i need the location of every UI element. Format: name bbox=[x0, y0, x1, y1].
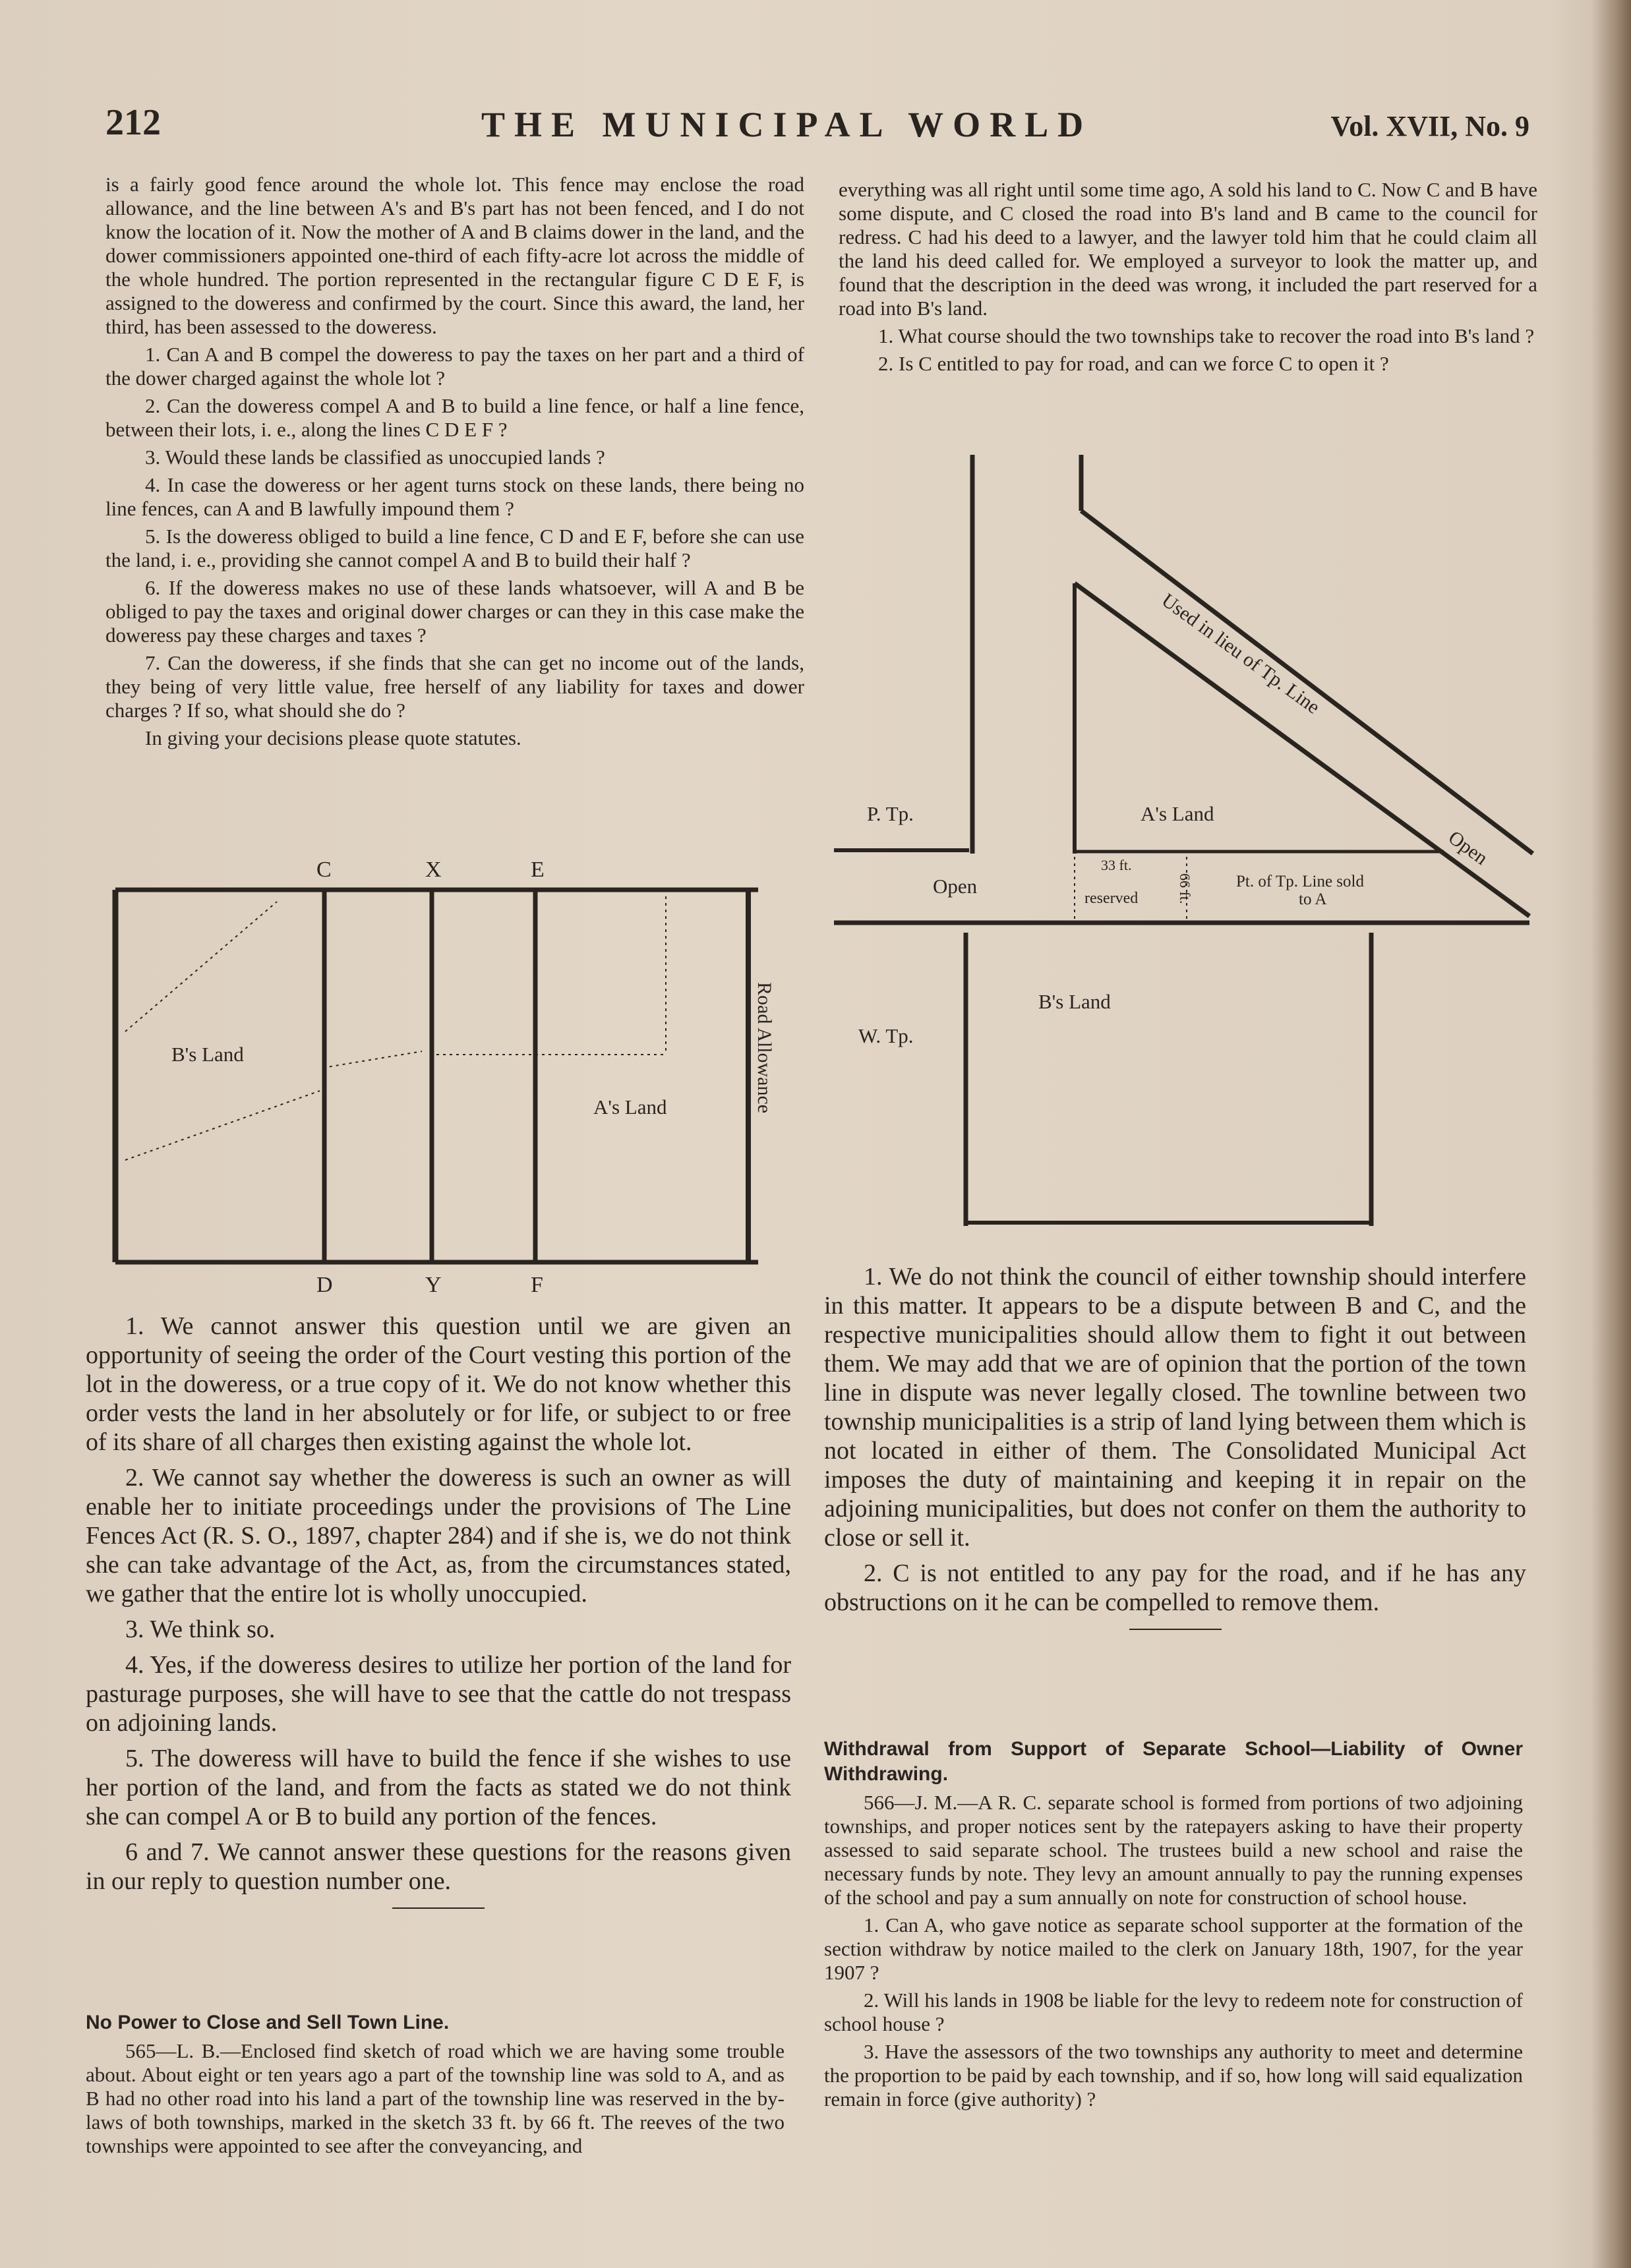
article-565-body: 565—L. B.—Enclosed find sketch of road which we are having some trouble about. About eight or ten years ago a part of the township line was sold to A, and as B had no other road into his land a part of the township line was reserved in the by-laws of both townships, marked in the sketch 33 ft. by 66 ft. The reeves of the two townships were appointed to see after the conveyancing, and bbox=[86, 2039, 785, 2157]
binding-shadow bbox=[1591, 0, 1631, 2268]
letter-continuation: everything was all right until some time ago, A sold his land to C. Now C and B have some dispute, and C closed the road into B's land and B came to the council for redress. C had his deed to a lawyer, and the lawyer told him that he could claim all the land his deed called for. We employed a surveyor to look the matter up, and found that the description in the deed was wrong, it included the part reserved for a road into B's land. bbox=[839, 178, 1537, 320]
school-question-3: 3. Have the assessors of the two townships any authority to meet and determine the proportion to be paid by each township, and if so, how long will said equalization remain in force (give authority) ? bbox=[824, 2040, 1523, 2110]
b-land-road-label: B's Land bbox=[1038, 990, 1111, 1013]
answer-4: 4. Yes, if the doweress desires to utilize her portion of the land for pasturage purposes, she will have to see that the cattle do not trespass on adjoining lands. bbox=[86, 1651, 791, 1737]
answer-6-and-7: 6 and 7. We cannot answer these questions for the reasons given in our reply to question number one. bbox=[86, 1838, 791, 1895]
road-question-2: 2. Is C entitled to pay for road, and can we force C to open it ? bbox=[878, 352, 1389, 375]
school-question-2: 2. Will his lands in 1908 be liable for the levy to redeem note for construction of school house ? bbox=[824, 1989, 1523, 2035]
open-label: Open bbox=[933, 875, 978, 898]
right-column-questions bbox=[839, 178, 1537, 380]
corner-label-f: F bbox=[531, 1273, 543, 1297]
road-answer-1: 1. We do not think the council of either township should interfere in this matter. It appears to be a dispute between B and C, and the respective municipalities should allow them to fight it out between them. We may add that we are of opinion that the portion of the town line in dispute was never legally closed. The townline between two township municipalities is a strip of land lying between them which is not located in either of them. The Consolidated Municipal Act imposes the duty of maintaining and keeping it in repair on the adjoining municipalities, but does not confer on them the authority to close or sell it. bbox=[824, 1263, 1526, 1552]
running-header bbox=[86, 99, 1549, 152]
lot-diagram bbox=[99, 850, 824, 1305]
used-in-lieu-label: Used in lieu of Tp. Line bbox=[1157, 589, 1324, 718]
article-566-heading: Withdrawal from Support of Separate School—Liability of Owner Withdrawing. bbox=[824, 1738, 1523, 1785]
a-land-label: A's Land bbox=[593, 1095, 667, 1119]
question-note: In giving your decisions please quote statutes. bbox=[145, 726, 521, 749]
a-land-road-label: A's Land bbox=[1141, 802, 1214, 825]
open-label-diagonal: Open bbox=[1444, 826, 1492, 869]
question-4: 4. In case the doweress or her agent turns stock on these lands, there being no line fences, can A and B lawfully impound them ? bbox=[105, 473, 804, 520]
question-6: 6. If the doweress makes no use of these lands whatsoever, will A and B be obliged to pay the taxes and original dower charges or can they in this case make the doweress pay these charges and taxes ? bbox=[105, 576, 804, 647]
question-5: 5. Is the doweress obliged to build a line fence, C D and E F, before she can use the land, i. e., providing she cannot compel A and B to build their half ? bbox=[105, 525, 804, 571]
w-township-label: W. Tp. bbox=[858, 1024, 914, 1047]
question-1: 1. Can A and B compel the doweress to pay the taxes on her part and a third of the dower charged against the whole lot ? bbox=[105, 343, 804, 390]
road-allowance-label: Road Allowance bbox=[754, 982, 775, 1114]
road-diagram bbox=[831, 448, 1543, 1239]
answer-3: 3. We think so. bbox=[125, 1615, 276, 1643]
letter-intro: is a fairly good fence around the whole lot. This fence may enclose the road allowance, and the line between A's and B's part has not been fenced, and I do not know the location of it. Now the mother of A and B claims dower in the land, and the dower commissioners appointed one-third of each fifty-acre lot across the middle of the whole hundred. The portion represented in the rectangular figure C D E F, is assigned to the doweress and confirmed by the court. Since this award, the land, her third, has been assessed to the doweress. bbox=[105, 173, 804, 338]
section-divider bbox=[392, 1907, 485, 1909]
width-33-ft-label: 33 ft. bbox=[1101, 857, 1132, 873]
road-answer-2: 2. C is not entitled to any pay for the road, and if he has any obstructions on it he can be compelled to remove them. bbox=[824, 1559, 1526, 1616]
answer-2: 2. We cannot say whether the doweress is such an owner as will enable her to initiate proceedings under the provisions of The Line Fences Act (R. S. O., 1897, chapter 284) and if she is, we do not think she can take advantage of the Act, as, from the circumstances stated, we gather that the entire lot is wholly unoccupied. bbox=[86, 1464, 791, 1608]
answer-5: 5. The doweress will have to build the fence if she wishes to use her portion of the land, and from the facts as stated we do not think she can compel A or B to build any portion of the fences. bbox=[86, 1745, 791, 1830]
corner-label-y: Y bbox=[425, 1273, 442, 1297]
article-565 bbox=[86, 2010, 785, 2162]
corner-label-x: X bbox=[425, 858, 442, 882]
volume-number: Vol. XVII, No. 9 bbox=[1330, 110, 1529, 142]
right-column-answers bbox=[824, 1262, 1526, 1650]
journal-title: THE MUNICIPAL WORLD bbox=[481, 105, 1093, 144]
corner-label-d: D bbox=[316, 1273, 333, 1297]
township-line-sold-to-a: to A bbox=[1299, 890, 1327, 908]
question-2: 2. Can the doweress compel A and B to build a line fence, or half a line fence, between their lots, i. e., along the lines C D E F ? bbox=[105, 394, 804, 441]
question-3: 3. Would these lands be classified as unoccupied lands ? bbox=[145, 446, 605, 469]
section-divider-right bbox=[1129, 1629, 1222, 1630]
question-7: 7. Can the doweress, if she finds that she can get no income out of the lands, they being of very little value, free herself of any liability for taxes and dower charges ? If so, what should she do ? bbox=[105, 651, 804, 722]
corner-label-e: E bbox=[531, 858, 545, 882]
width-66-ft-label: 66 ft. bbox=[1177, 873, 1193, 904]
reserved-label: reserved bbox=[1084, 890, 1139, 907]
township-line-sold-label: Pt. of Tp. Line sold bbox=[1236, 873, 1364, 890]
article-565-heading: No Power to Close and Sell Town Line. bbox=[86, 2012, 450, 2033]
p-township-label: P. Tp. bbox=[867, 802, 914, 825]
b-land-label: B's Land bbox=[171, 1043, 244, 1066]
answer-1: 1. We cannot answer this question until we are given an opportunity of seeing the order of the Court vesting this portion of the lot in the doweress, or a true copy of it. We do not know whether this order vests the land in her absolutely or for life, or subject to or free of its share of all charges then existing against the whole lot. bbox=[86, 1312, 791, 1456]
article-566-body: 566—J. M.—A R. C. separate school is formed from portions of two adjoining townships, and proper notices sent by the ratepayers asking to have their property assessed to said separate school. The trustees build a new school and raise the necessary funds by note. They levy an amount annually to pay the running expenses of the school and pay a sum annually on note for construction of school house. bbox=[824, 1791, 1523, 1909]
page-number: 212 bbox=[105, 102, 161, 143]
school-question-1: 1. Can A, who gave notice as separate school supporter at the formation of the section withdraw by notice mailed to the clerk on January 18th, 1907, for the year 1907 ? bbox=[824, 1913, 1523, 1984]
left-column-answers bbox=[86, 1312, 791, 1929]
article-566 bbox=[824, 1737, 1523, 2115]
corner-label-c: C bbox=[316, 858, 332, 882]
left-column-questions bbox=[105, 173, 804, 754]
road-question-1: 1. What course should the two townships take to recover the road into B's land ? bbox=[878, 324, 1535, 347]
